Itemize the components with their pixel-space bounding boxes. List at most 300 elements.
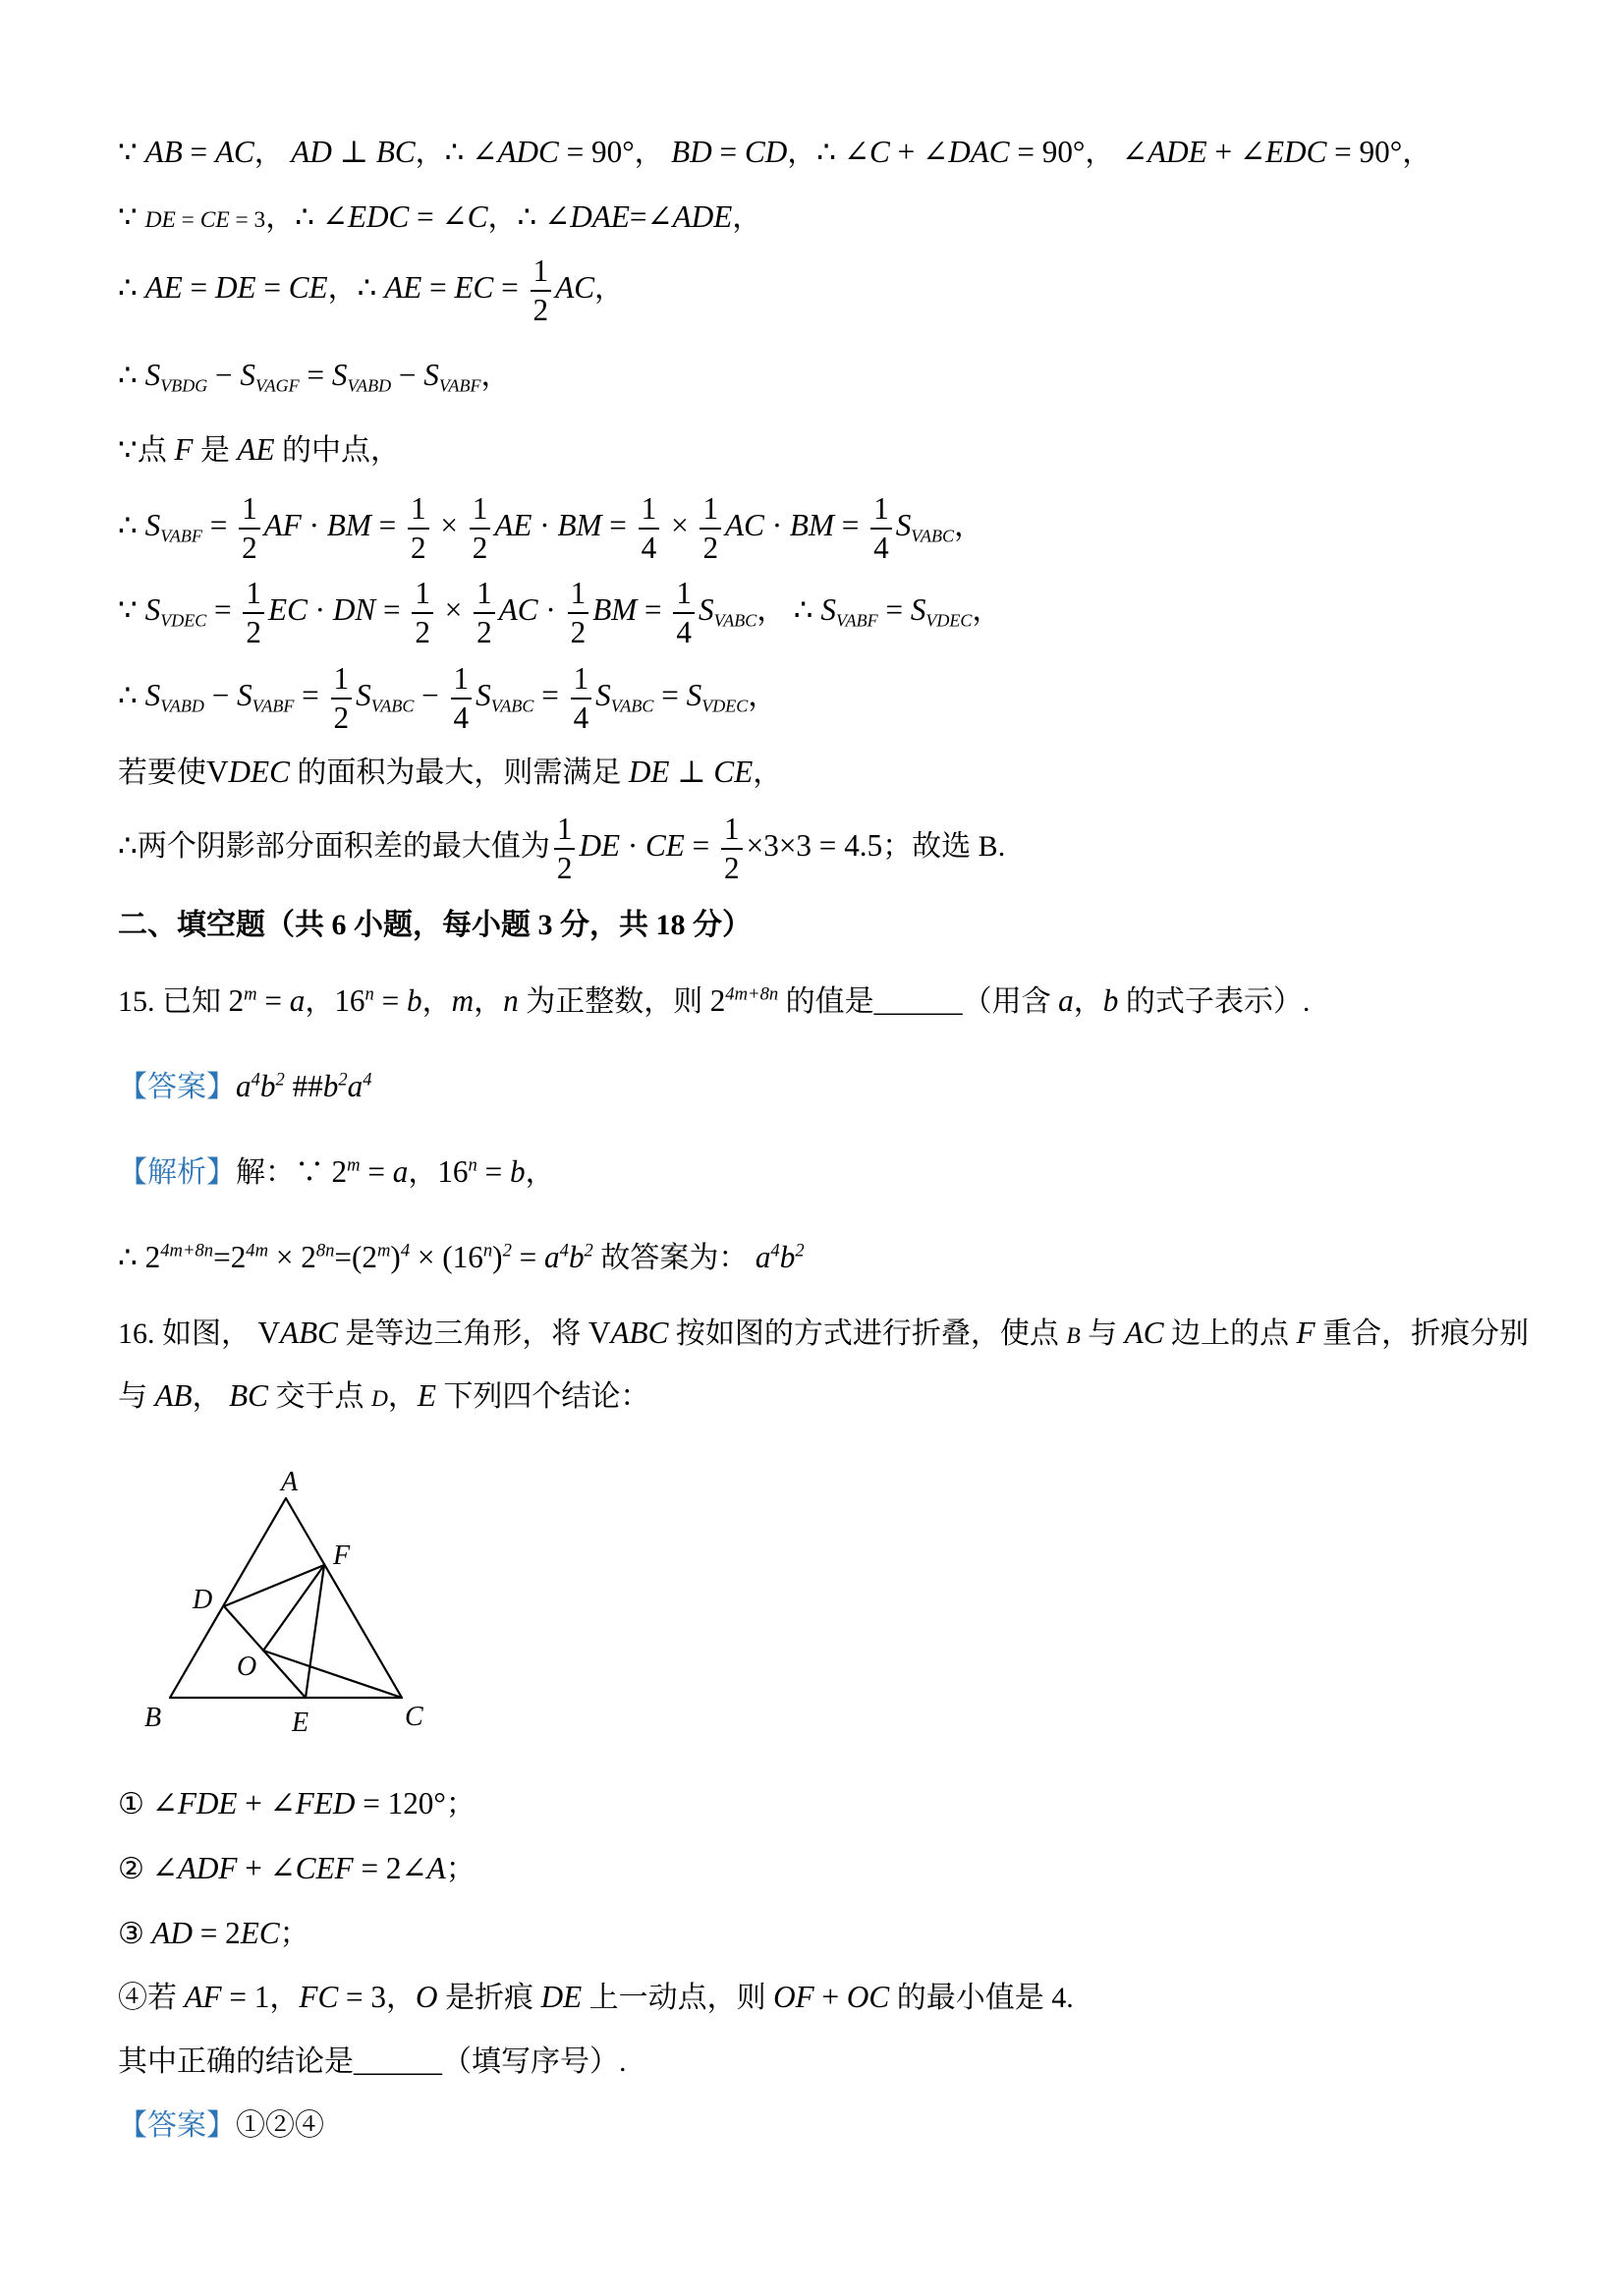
math-symbol: · — [537, 591, 564, 627]
fraction — [239, 492, 260, 566]
math-symbol: = 90° — [1326, 135, 1403, 170]
fraction-numerator: 1 — [641, 490, 657, 526]
fraction-numerator: 1 — [573, 660, 589, 696]
fraction — [639, 492, 660, 566]
math-variable: ABC — [280, 1316, 338, 1351]
math-symbol: · — [307, 591, 333, 627]
subscript: VABD — [160, 696, 204, 716]
math-symbol: ) — [390, 1240, 401, 1275]
math-variable: S — [144, 591, 161, 627]
fraction-denominator: 2 — [408, 528, 429, 565]
fraction-denominator: 2 — [470, 528, 491, 565]
line-content — [118, 981, 1310, 1021]
text-run: 是 — [193, 434, 238, 468]
solution-line — [118, 569, 1001, 657]
text-run: ， — [753, 756, 783, 790]
superscript: 2 — [795, 1240, 805, 1261]
vertex-label-b: B — [144, 1703, 162, 1733]
math-variable-small: D — [370, 1386, 388, 1413]
text-run: ， — [1073, 985, 1103, 1019]
math-variable: S — [699, 591, 714, 627]
fraction-denominator: 2 — [243, 612, 264, 649]
math-variable: BM — [592, 591, 638, 627]
line-content — [118, 1238, 805, 1277]
fraction-denominator: 2 — [721, 848, 743, 885]
text-run: ③ — [118, 1918, 152, 1951]
superscript: 2 — [338, 1069, 348, 1091]
text-run: 解：∵ — [236, 1156, 332, 1190]
fraction-denominator: 4 — [870, 528, 892, 565]
math-symbol: = — [833, 507, 867, 542]
line-content — [118, 1376, 649, 1416]
math-symbol: · — [532, 507, 558, 542]
math-symbol: · — [301, 507, 327, 542]
math-symbol: = 2∠ — [353, 1851, 427, 1886]
text-run: ； — [445, 1788, 476, 1821]
question-16-stem-line — [118, 1352, 649, 1440]
text-run: 与 — [118, 1380, 155, 1414]
math-symbol: ∠ — [143, 1786, 178, 1821]
math-symbol: ) — [492, 1240, 503, 1275]
line-content — [118, 577, 1001, 650]
math-variable: BD — [671, 135, 712, 170]
text-run: ， — [972, 593, 1002, 627]
math-variable: S — [144, 358, 161, 393]
math-variable: m — [451, 983, 475, 1019]
math-variable: AD — [291, 135, 332, 170]
line-content — [118, 197, 761, 237]
superscript: m — [376, 1240, 391, 1261]
question-15-answer — [118, 1042, 372, 1131]
math-symbol: = — [373, 983, 407, 1019]
math-variable: AF — [184, 1980, 222, 2015]
subscript: VDEC — [160, 610, 207, 631]
text-run: 的中点， — [274, 434, 401, 468]
text-run: ， — [1402, 137, 1432, 170]
text-run: ， — [386, 1982, 417, 2015]
fraction-numerator: 1 — [556, 811, 573, 846]
line-content — [118, 492, 983, 566]
text-run: ， — [787, 137, 817, 170]
superscript: 4m — [246, 1240, 269, 1261]
fraction — [408, 492, 429, 566]
math-variable: ADE — [1147, 135, 1207, 170]
math-symbol: = — [294, 677, 327, 712]
fraction-numerator: 1 — [472, 490, 488, 526]
math-variable: AC — [1124, 1316, 1164, 1351]
text-run: 16. 如图， — [118, 1317, 258, 1351]
math-symbol: V — [257, 1316, 281, 1351]
text-run: ， — [474, 985, 504, 1019]
math-symbol: 16 — [437, 1154, 469, 1190]
math-symbol: · — [620, 827, 645, 863]
math-variable: AC — [725, 507, 764, 542]
math-variable: S — [686, 677, 702, 712]
fraction-numerator: 1 — [570, 575, 587, 610]
math-symbol: ∴ 2 — [118, 1240, 161, 1275]
math-symbol: ∠ — [143, 1851, 178, 1886]
subscript: VABC — [490, 696, 534, 716]
math-variable: AC — [555, 269, 594, 305]
text-run: 重合，折痕分别 — [1315, 1317, 1530, 1351]
vertex-label-o: O — [237, 1652, 257, 1682]
superscript: n — [482, 1240, 493, 1261]
math-symbol: × 2 — [268, 1240, 316, 1275]
superscript: 4m+8n — [725, 983, 779, 1005]
math-symbol: + — [813, 1980, 847, 2015]
text-run: ， — [732, 201, 762, 235]
text-run: ， — [525, 1156, 555, 1190]
text-run: 是等边三角形，将 — [337, 1317, 588, 1351]
subscript: VABC — [911, 526, 954, 546]
fraction — [474, 577, 495, 650]
math-symbol: ∵ — [118, 432, 138, 468]
text-run: 的式子表示）. — [1118, 985, 1311, 1019]
math-variable: CEF — [295, 1851, 354, 1886]
math-variable: ADE — [672, 199, 733, 235]
text-run: ② — [118, 1853, 144, 1886]
math-variable: DE — [214, 269, 256, 305]
math-variable: b — [406, 983, 422, 1019]
math-symbol: + ∠ — [1206, 135, 1265, 170]
subscript: VAGF — [255, 375, 300, 396]
math-variable: F — [174, 432, 194, 468]
math-variable: BC — [229, 1378, 268, 1414]
line-content — [118, 254, 624, 328]
subscript: VABC — [713, 610, 757, 631]
fraction-denominator: 2 — [568, 612, 589, 649]
line-content — [118, 430, 400, 470]
math-symbol: = — [877, 591, 911, 627]
math-symbol: + ∠ — [237, 1786, 296, 1821]
math-variable: ADC — [497, 135, 559, 170]
fraction-numerator: 1 — [724, 811, 740, 846]
math-variable: b — [779, 1240, 796, 1275]
math-variable: ADF — [177, 1851, 238, 1886]
fraction-numerator: 1 — [873, 490, 889, 526]
math-symbol: + ∠ — [889, 135, 949, 170]
answer-label: 【答案】 — [118, 1071, 236, 1104]
math-symbol: = — [493, 269, 527, 305]
vertex-label-d: D — [193, 1585, 213, 1615]
math-symbol: ⊥ — [331, 135, 376, 170]
math-symbol: − — [207, 358, 241, 393]
text-run: 下列四个结论： — [435, 1380, 650, 1414]
math-variable: DE — [628, 755, 670, 790]
math-variable: b — [1102, 983, 1119, 1019]
text-run: 故答案为： — [592, 1242, 756, 1275]
math-variable: b — [259, 1069, 276, 1104]
fraction-numerator: 1 — [242, 490, 257, 526]
math-variable: A — [426, 1851, 446, 1886]
text-run: ， — [421, 985, 452, 1019]
math-variable: O — [416, 1980, 438, 2015]
fraction — [700, 492, 721, 566]
fraction-numerator: 1 — [676, 575, 692, 610]
math-variable: AB — [154, 1378, 193, 1414]
math-variable: AD — [151, 1916, 193, 1951]
math-symbol: = 120° — [355, 1786, 446, 1821]
math-symbol: = — [511, 1240, 545, 1275]
math-variable: DN — [332, 591, 376, 627]
math-variable: S — [595, 677, 611, 712]
math-variable: AE — [237, 432, 275, 468]
math-symbol: = — [601, 507, 635, 542]
math-variable: AC — [214, 135, 254, 170]
text-run: ④若 — [118, 1982, 185, 2015]
text-run: 若要使 — [118, 756, 206, 790]
math-variable: S — [237, 677, 252, 712]
math-symbol: ∴ ∠ — [295, 199, 348, 235]
math-variable: DAC — [948, 135, 1010, 170]
math-symbol: × — [432, 507, 466, 542]
math-symbol: = — [206, 591, 240, 627]
superscript: 2 — [584, 1240, 593, 1261]
math-symbol: = — [182, 269, 215, 305]
question-15-analysis-line — [118, 1128, 555, 1216]
subscript: VABC — [370, 696, 415, 716]
math-variable: EC — [454, 269, 494, 305]
text-run: ； — [445, 1853, 476, 1886]
math-variable: AC — [498, 591, 538, 627]
fraction — [571, 662, 592, 736]
text-run: ， — [748, 679, 778, 712]
question-16-answer — [118, 2082, 324, 2170]
text-run: ， — [594, 271, 624, 305]
math-variable: CE — [288, 269, 328, 305]
math-variable: S — [423, 358, 439, 393]
superscript: 8n — [315, 1240, 335, 1261]
math-symbol: − — [203, 677, 238, 712]
math-variable: DE — [579, 827, 621, 863]
text-run: ， — [269, 1982, 300, 2015]
line-content — [118, 1314, 1529, 1353]
text-run: 是折痕 — [437, 1982, 541, 2015]
fraction-numerator: 1 — [532, 252, 549, 288]
math-symbol: = — [711, 135, 745, 170]
fraction-denominator: 2 — [474, 612, 495, 649]
math-symbol: V — [206, 755, 229, 790]
subscript: VABF — [438, 375, 481, 396]
math-variable: ABC — [610, 1316, 669, 1351]
math-variable: C — [869, 135, 890, 170]
fraction — [531, 254, 552, 328]
math-variable: S — [910, 591, 926, 627]
math-variable: FDE — [177, 1786, 238, 1821]
fraction-denominator: 2 — [412, 612, 433, 649]
line-content — [118, 1784, 476, 1823]
line-content — [118, 1978, 1074, 2017]
folded-triangle-figure — [128, 1454, 442, 1749]
math-symbol: = 90° — [558, 135, 635, 170]
math-symbol: = — [201, 507, 236, 542]
line-content — [118, 1067, 372, 1106]
math-variable-small: DE — [144, 207, 176, 234]
math-symbol: ∵ — [118, 135, 145, 170]
text-run: ， — [1085, 137, 1122, 170]
math-variable: S — [240, 358, 256, 393]
segment-fe — [306, 1565, 324, 1698]
superscript: 4 — [770, 1240, 780, 1261]
math-symbol: − — [414, 677, 447, 712]
fraction-numerator: 1 — [476, 575, 492, 610]
fraction — [412, 577, 433, 650]
math-symbol: = — [182, 135, 215, 170]
math-variable: AE — [384, 269, 422, 305]
fraction — [673, 577, 695, 650]
math-symbol: 16 — [334, 983, 365, 1019]
math-symbol: ∴ ∠ — [517, 199, 571, 235]
subscript: VABC — [610, 696, 654, 716]
text-run: 的最小值是 4. — [889, 1982, 1074, 2015]
fraction — [243, 577, 264, 650]
math-symbol: ∵ — [118, 591, 145, 627]
math-variable: OC — [846, 1980, 890, 2015]
superscript: 4 — [363, 1069, 372, 1091]
subscript: VABF — [252, 696, 295, 716]
text-run: 交于点 — [267, 1380, 371, 1414]
fraction-denominator: 2 — [531, 290, 552, 327]
math-symbol: × (16 — [410, 1240, 483, 1275]
line-content — [118, 753, 782, 792]
math-symbol: V — [588, 1316, 611, 1351]
math-symbol: = — [533, 677, 567, 712]
superscript: 4m+8n — [160, 1240, 214, 1261]
math-variable: EDC — [347, 199, 410, 235]
math-variable: BC — [375, 135, 416, 170]
math-symbol: =2 — [213, 1240, 247, 1275]
question-15-stem — [118, 957, 1310, 1045]
math-symbol: + ∠ — [237, 1851, 296, 1886]
math-symbol: = — [360, 1154, 393, 1190]
text-run: ， — [327, 271, 358, 305]
math-variable: a — [755, 1240, 771, 1275]
fraction-denominator: 2 — [331, 698, 353, 735]
math-variable: a — [1058, 983, 1074, 1019]
math-variable: F — [1296, 1316, 1315, 1351]
math-symbol: = — [255, 269, 289, 305]
section-heading-text: 二、填空题（共 6 小题，每小题 3 分，共 18 分） — [118, 909, 752, 942]
math-symbol: 2 — [228, 983, 245, 1019]
math-variable: n — [503, 983, 519, 1019]
math-symbol: · — [763, 507, 790, 542]
solution-line — [118, 484, 983, 573]
text-run: 与 — [1080, 1317, 1125, 1351]
text-run: ， — [634, 137, 672, 170]
fraction — [568, 577, 589, 650]
subscript: VABF — [835, 610, 878, 631]
text-run: 15. 已知 — [118, 985, 229, 1019]
vertex-label-c: C — [405, 1702, 423, 1732]
fraction — [451, 662, 473, 736]
text-run: 边上的点 — [1163, 1317, 1297, 1351]
text-run: ， — [756, 593, 794, 627]
text-run: ， — [408, 1156, 438, 1190]
math-variable: CD — [744, 135, 788, 170]
math-variable: b — [509, 1154, 526, 1190]
text-run: ， — [953, 509, 983, 542]
text-run: 的值是______（用含 — [778, 985, 1059, 1019]
math-symbol: ∴ — [118, 677, 145, 712]
fraction-numerator: 1 — [410, 490, 426, 526]
math-variable: CE — [713, 755, 754, 790]
text-run: 的面积为最大，则需满足 — [289, 756, 629, 790]
line-content — [118, 1914, 309, 1953]
text-run: ； — [279, 1918, 309, 1951]
math-symbol: = ∠ — [409, 199, 468, 235]
superscript: 2 — [275, 1069, 285, 1091]
superscript: 4 — [251, 1069, 260, 1091]
fraction — [554, 812, 576, 886]
math-variable: S — [356, 677, 371, 712]
math-symbol: ## — [284, 1069, 323, 1104]
math-symbol: ∴ — [118, 358, 145, 393]
superscript: m — [244, 983, 257, 1005]
math-variable: S — [476, 677, 491, 712]
text-run: ①②④ — [236, 2109, 324, 2143]
math-symbol: ×3×3 = 4.5 — [746, 827, 883, 863]
math-variable: b — [568, 1240, 585, 1275]
math-variable: a — [236, 1069, 252, 1104]
line-content — [118, 1849, 476, 1888]
math-variable: a — [289, 983, 306, 1019]
solution-line — [118, 406, 400, 494]
fraction-denominator: 4 — [673, 612, 695, 649]
fraction-numerator: 1 — [333, 660, 350, 696]
math-variable: FED — [295, 1786, 356, 1821]
solution-line — [118, 247, 624, 335]
math-symbol: = — [370, 507, 404, 542]
superscript: n — [364, 983, 374, 1005]
fraction-denominator: 4 — [639, 528, 660, 565]
math-variable: b — [322, 1069, 339, 1104]
math-symbol: × — [436, 591, 471, 627]
math-variable: OF — [773, 1980, 814, 2015]
math-symbol: ∴ — [118, 269, 145, 305]
math-symbol: = 3 — [338, 1980, 387, 2015]
math-variable: a — [392, 1154, 409, 1190]
superscript: 4 — [559, 1240, 569, 1261]
subscript: VDEC — [925, 610, 973, 631]
math-symbol: ∴ — [357, 269, 385, 305]
math-symbol: ∵ — [118, 199, 145, 235]
math-variable: DE — [540, 1980, 583, 2015]
math-variable: EC — [240, 1916, 280, 1951]
math-symbol: =∠ — [629, 199, 673, 235]
solution-line — [118, 805, 1005, 893]
math-symbol: ∴ ∠ — [444, 135, 498, 170]
math-symbol: = — [637, 591, 670, 627]
text-run: ① — [118, 1788, 144, 1821]
math-variable: E — [417, 1378, 436, 1414]
fraction — [870, 492, 892, 566]
math-symbol: = 2 — [192, 1916, 241, 1951]
vertex-label-e: E — [292, 1708, 309, 1738]
math-variable: AE — [144, 269, 183, 305]
fraction-numerator: 1 — [415, 575, 430, 610]
line-content — [118, 133, 1431, 172]
math-variable: a — [347, 1069, 364, 1104]
text-run: ， — [305, 985, 335, 1019]
math-symbol: =(2 — [334, 1240, 377, 1275]
math-symbol: = 1 — [221, 1980, 270, 2015]
math-symbol: = — [256, 983, 290, 1019]
math-variable: BM — [789, 507, 834, 542]
line-content — [118, 662, 777, 736]
math-symbol: = — [653, 677, 687, 712]
math-variable-small: CE — [199, 207, 230, 234]
answer-label: 【答案】 — [118, 2109, 236, 2143]
